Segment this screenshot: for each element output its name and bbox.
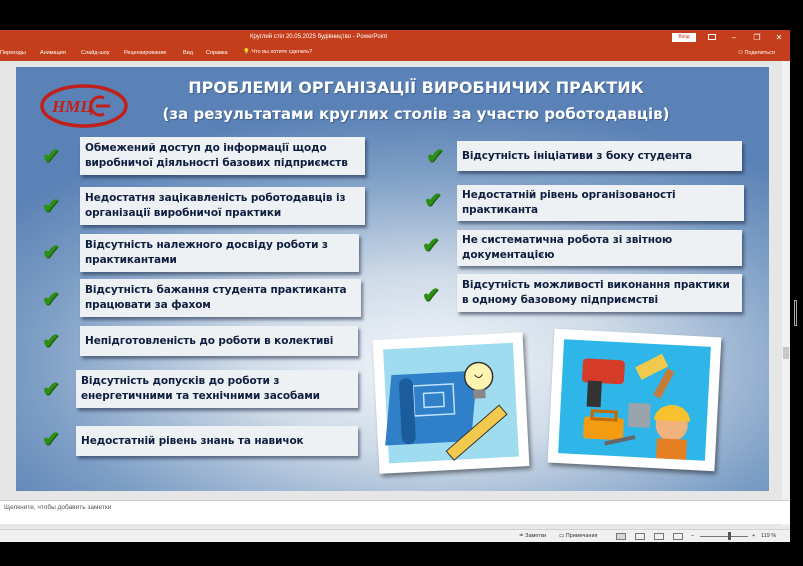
tab-animations[interactable]: Анимация (40, 50, 66, 56)
blueprint-illustration (373, 332, 530, 474)
share-button[interactable] (738, 50, 775, 56)
notes-toggle-button[interactable] (519, 533, 546, 539)
zoom-slider-thumb[interactable] (728, 532, 731, 540)
comments-button[interactable] (559, 533, 598, 539)
slide-subtitle: (за результатами круглих столів за участю роботодавців) (162, 105, 670, 123)
problem-text: Обмежений доступ до інформації щодо виробничої діяльності базових підприємств (85, 142, 348, 169)
comment-icon: ▭ (559, 533, 565, 539)
checkmark-icon: ✔ (422, 234, 440, 257)
checkmark-icon: ✔ (42, 330, 60, 353)
powerpoint-window (0, 30, 790, 542)
problem-box (80, 234, 359, 272)
tab-review[interactable]: Рецензирование (124, 50, 167, 56)
notes-toggle-label: Заметки (525, 533, 547, 539)
slide-editor (0, 61, 790, 526)
scrollbar-thumb[interactable] (783, 347, 789, 359)
zoom-in-button[interactable]: + (752, 533, 756, 539)
ribbon-display-icon[interactable] (705, 32, 719, 44)
problem-box (457, 185, 744, 221)
zoom-slider-track[interactable] (700, 536, 748, 537)
blueprint-picture[interactable] (373, 332, 530, 474)
lightbulb-icon: 💡 (243, 49, 250, 55)
problem-box (80, 187, 365, 225)
person-icon: ⚇ (738, 50, 743, 56)
problem-text: Не систематична робота зі звітною документацією (462, 234, 673, 261)
side-edge-handle (794, 300, 797, 326)
slide-canvas[interactable] (16, 67, 769, 491)
zoom-out-button[interactable]: – (691, 533, 695, 539)
tell-me-text: Что вы хотите сделать? (251, 49, 313, 55)
problem-text: Відсутність належного досвіду роботи з практикантами (85, 239, 328, 266)
minimize-button[interactable]: – (731, 33, 737, 42)
window-title: Круглий стіл 20.05.2025 будівництво - PowerPoint (250, 34, 388, 40)
problem-box (80, 326, 358, 356)
title-bar (0, 30, 790, 46)
problem-box (457, 274, 742, 312)
normal-view-icon[interactable] (616, 533, 626, 540)
reading-view-icon[interactable] (654, 533, 664, 540)
zoom-level[interactable]: 119 % (761, 533, 777, 539)
problem-box (457, 141, 742, 171)
problem-box (76, 370, 358, 408)
checkmark-icon: ✔ (42, 288, 60, 311)
vertical-scrollbar[interactable] (782, 61, 790, 526)
ribbon-tabs (0, 46, 790, 61)
svg-text:НМЦ: НМЦ (52, 97, 94, 116)
slideshow-view-icon[interactable] (673, 533, 683, 540)
checkmark-icon: ✔ (426, 145, 444, 168)
notes-placeholder: Щелкните, чтобы добавить заметки (4, 504, 112, 511)
notes-icon: ≐ (519, 533, 524, 539)
problem-text: Непідготовленість до роботи в колективі (85, 334, 334, 347)
tab-view[interactable]: Вид (183, 50, 193, 56)
problem-box (80, 137, 365, 175)
problem-text: Недостатня зацікавленість роботодавців із організації виробничої практики (85, 192, 346, 219)
problem-text: Недостатній рівень знань та навичок (81, 434, 304, 447)
checkmark-icon: ✔ (42, 428, 60, 451)
tab-transitions[interactable]: Переходы (0, 50, 26, 56)
problem-text: Відсутність бажання студента практиканта працювати за фахом (85, 284, 347, 311)
tell-me-search[interactable] (243, 49, 312, 55)
comments-label: Примечания (565, 533, 598, 539)
checkmark-icon: ✔ (42, 378, 60, 401)
tab-help[interactable]: Справка (206, 50, 228, 56)
problem-text: Недостатній рівень організованості практиканта (462, 189, 676, 216)
problem-text: Відсутність допусків до роботи з енергетичними та технічними засобами (81, 375, 320, 402)
tools-picture[interactable] (548, 329, 722, 472)
checkmark-icon: ✔ (422, 284, 440, 307)
checkmark-icon: ✔ (424, 189, 442, 212)
share-label: Поделиться (744, 50, 775, 56)
notes-pane[interactable] (0, 500, 790, 524)
tools-illustration (548, 329, 722, 472)
problem-box (76, 426, 358, 456)
slide-sorter-icon[interactable] (635, 533, 645, 540)
checkmark-icon: ✔ (42, 195, 60, 218)
tab-slideshow[interactable]: Слайд-шоу (81, 50, 110, 56)
problem-box (457, 230, 742, 266)
status-bar (0, 529, 790, 542)
problem-text: Відсутність ініціативи з боку студента (462, 149, 693, 162)
problem-box (80, 279, 361, 317)
problem-text: Відсутність можливості виконання практики в одному базовому підприємстві (462, 279, 730, 306)
close-button[interactable]: ✕ (775, 33, 783, 42)
restore-button[interactable]: ❐ (753, 33, 761, 42)
checkmark-icon: ✔ (42, 241, 60, 264)
slide-title: ПРОБЛЕМИ ОРГАНІЗАЦІЇ ВИРОБНИЧИХ ПРАКТИК (188, 78, 644, 97)
nmc-logo (38, 82, 134, 130)
sign-in-button[interactable]: Вход (672, 33, 696, 42)
checkmark-icon: ✔ (42, 145, 60, 168)
